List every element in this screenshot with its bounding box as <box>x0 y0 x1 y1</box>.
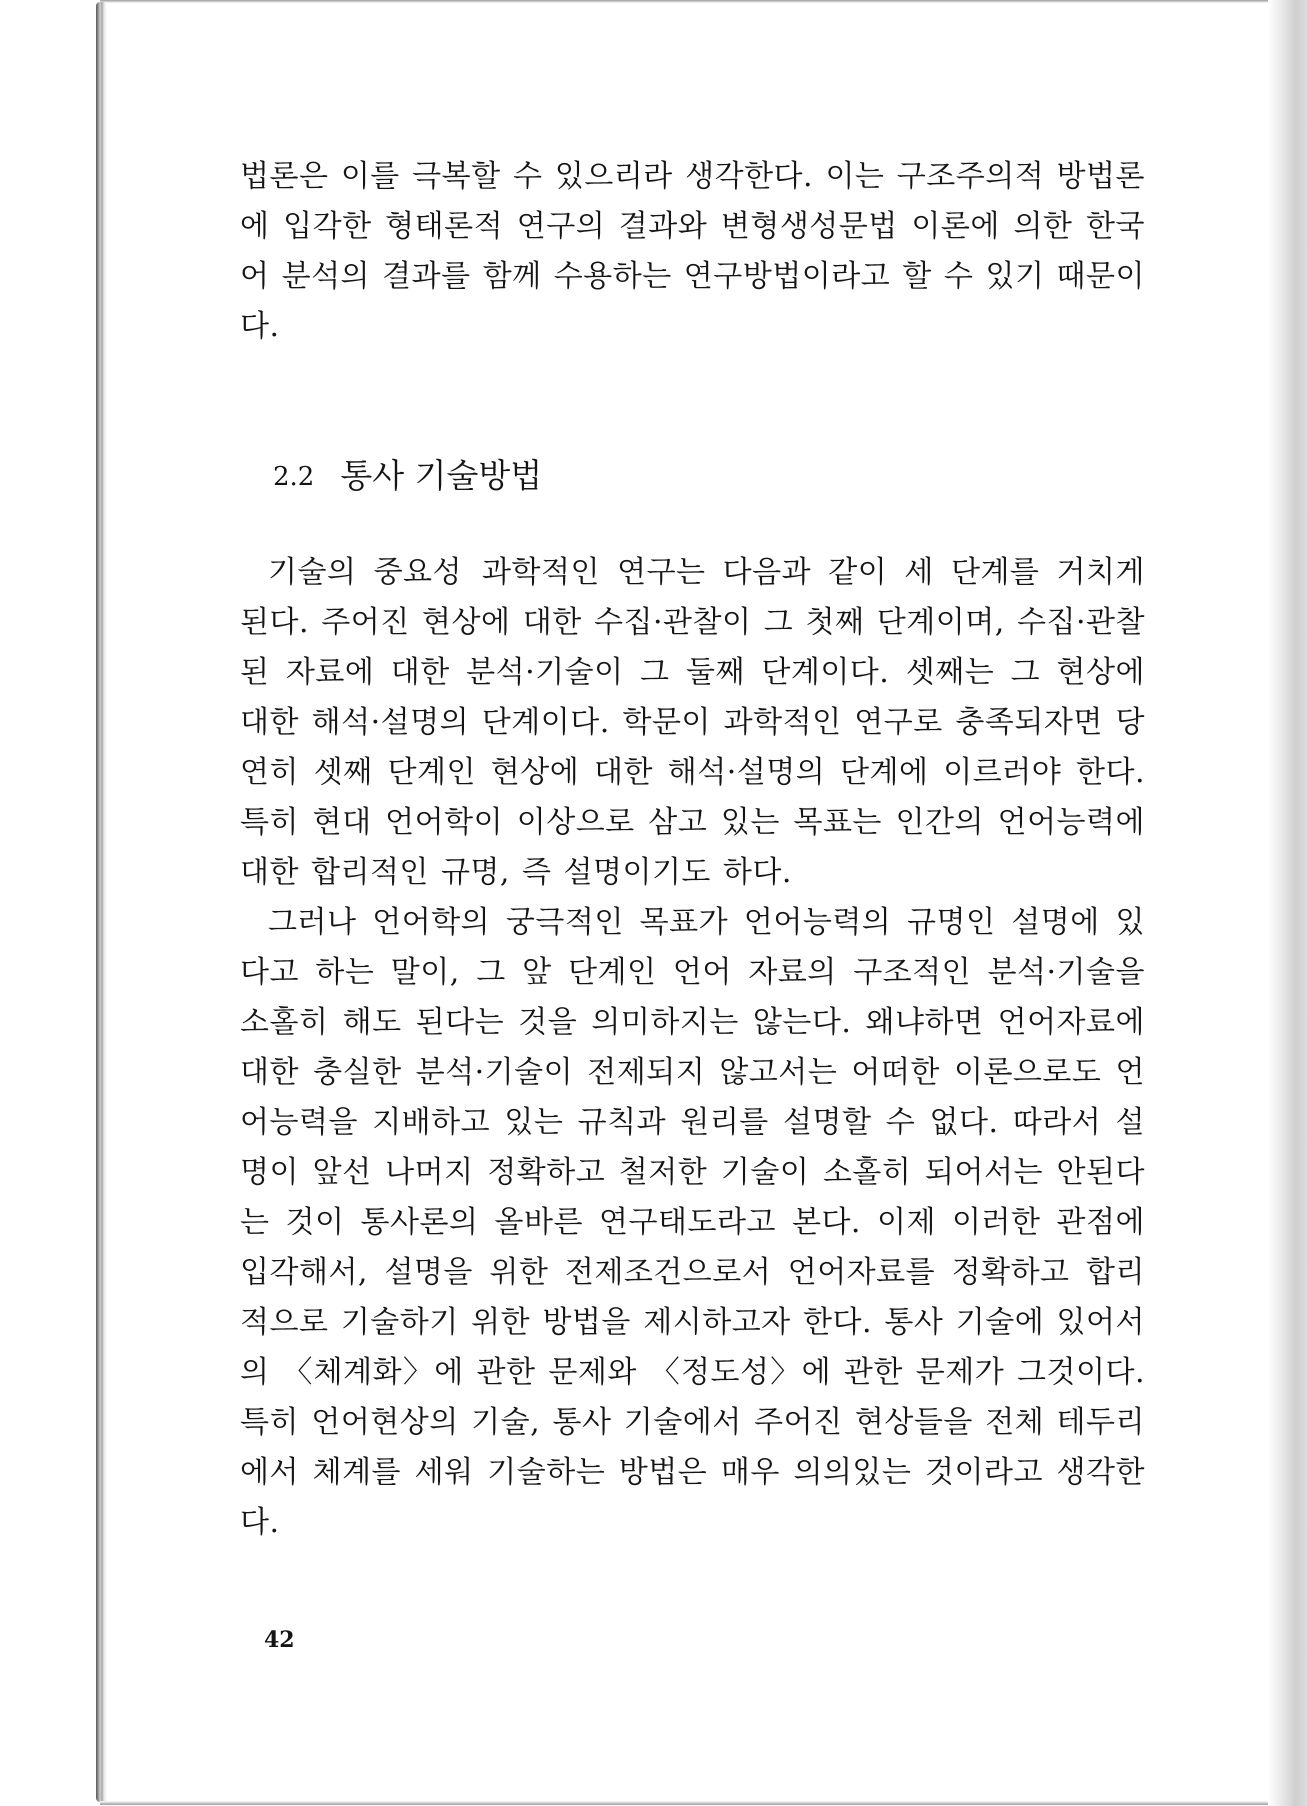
page-number: 42 <box>264 1627 295 1653</box>
section-heading <box>273 450 542 497</box>
paragraph-1 <box>240 548 1145 898</box>
intro-paragraph: 법론은 이를 극복할 수 있으리라 생각한다. 이는 구조주의적 방법론에 입각한 형태론적 연구의 결과와 변형생성문법 이론에 의한 한국어 분석의 결과를 함께 수용하는 연구방법이라고 할 수 있기 때문이다. <box>240 159 1145 344</box>
section-body <box>240 548 1145 1548</box>
page-top-edge <box>100 0 1280 3</box>
section-number: 2.2 <box>273 462 315 492</box>
page-bottom-edge <box>100 1801 1280 1805</box>
paragraph-1-text: 과학적인 연구는 다음과 같이 세 단계를 거치게 된다. 주어진 현상에 대한 수집·관찰이 그 첫째 단계이며, 수집·관찰된 자료에 대한 분석·기술이 그 둘째 단계이다. 셋째는 그 현상에 대한 해석·설명의 단계이다. 학문이 과학적인 연구로 충족되자면 당연히 셋째 단계인 현상에 대한 해석·설명의 단계에 이르러야 한다. 특히 현대 언어학이 이상으로 삼고 있는 목표는 인간의 언어능력에 대한 합리적인 규명, 즉 설명이기도 하다. <box>240 555 1145 890</box>
scan-right-shadow <box>1268 0 1307 1806</box>
intro-text-block <box>240 152 1145 352</box>
paragraph-2: 그러나 언어학의 궁극적인 목표가 언어능력의 규명인 설명에 있다고 하는 말이, 그 앞 단계인 언어 자료의 구조적인 분석·기술을 소홀히 해도 된다는 것을 의미하지는 않는다. 왜냐하면 언어자료에 대한 충실한 분석·기술이 전제되지 않고서는 어떠한 이론으로도 언어능력을 지배하고 있는 규칙과 원리를 설명할 수 없다. 따라서 설명이 앞선 나머지 정확하고 철저한 기술이 소홀히 되어서는 안된다는 것이 통사론의 올바른 연구태도라고 본다. 이제 이러한 관점에 입각해서, 설명을 위한 전제조건으로서 언어자료를 정확하고 합리적으로 기술하기 위한 방법을 제시하고자 한다. 통사 기술에 있어서의 〈체계화〉에 관한 문제와 〈정도성〉에 관한 문제가 그것이다. 특히 언어현상의 기술, 통사 기술에서 주어진 현상들을 전체 테두리에서 체계를 세워 기술하는 방법은 매우 의의있는 것이라고 생각한다. <box>240 905 1146 1540</box>
book-binding-edge <box>96 2 107 1802</box>
section-title: 통사 기술방법 <box>340 456 543 495</box>
run-in-heading: 기술의 중요성 <box>268 555 463 590</box>
